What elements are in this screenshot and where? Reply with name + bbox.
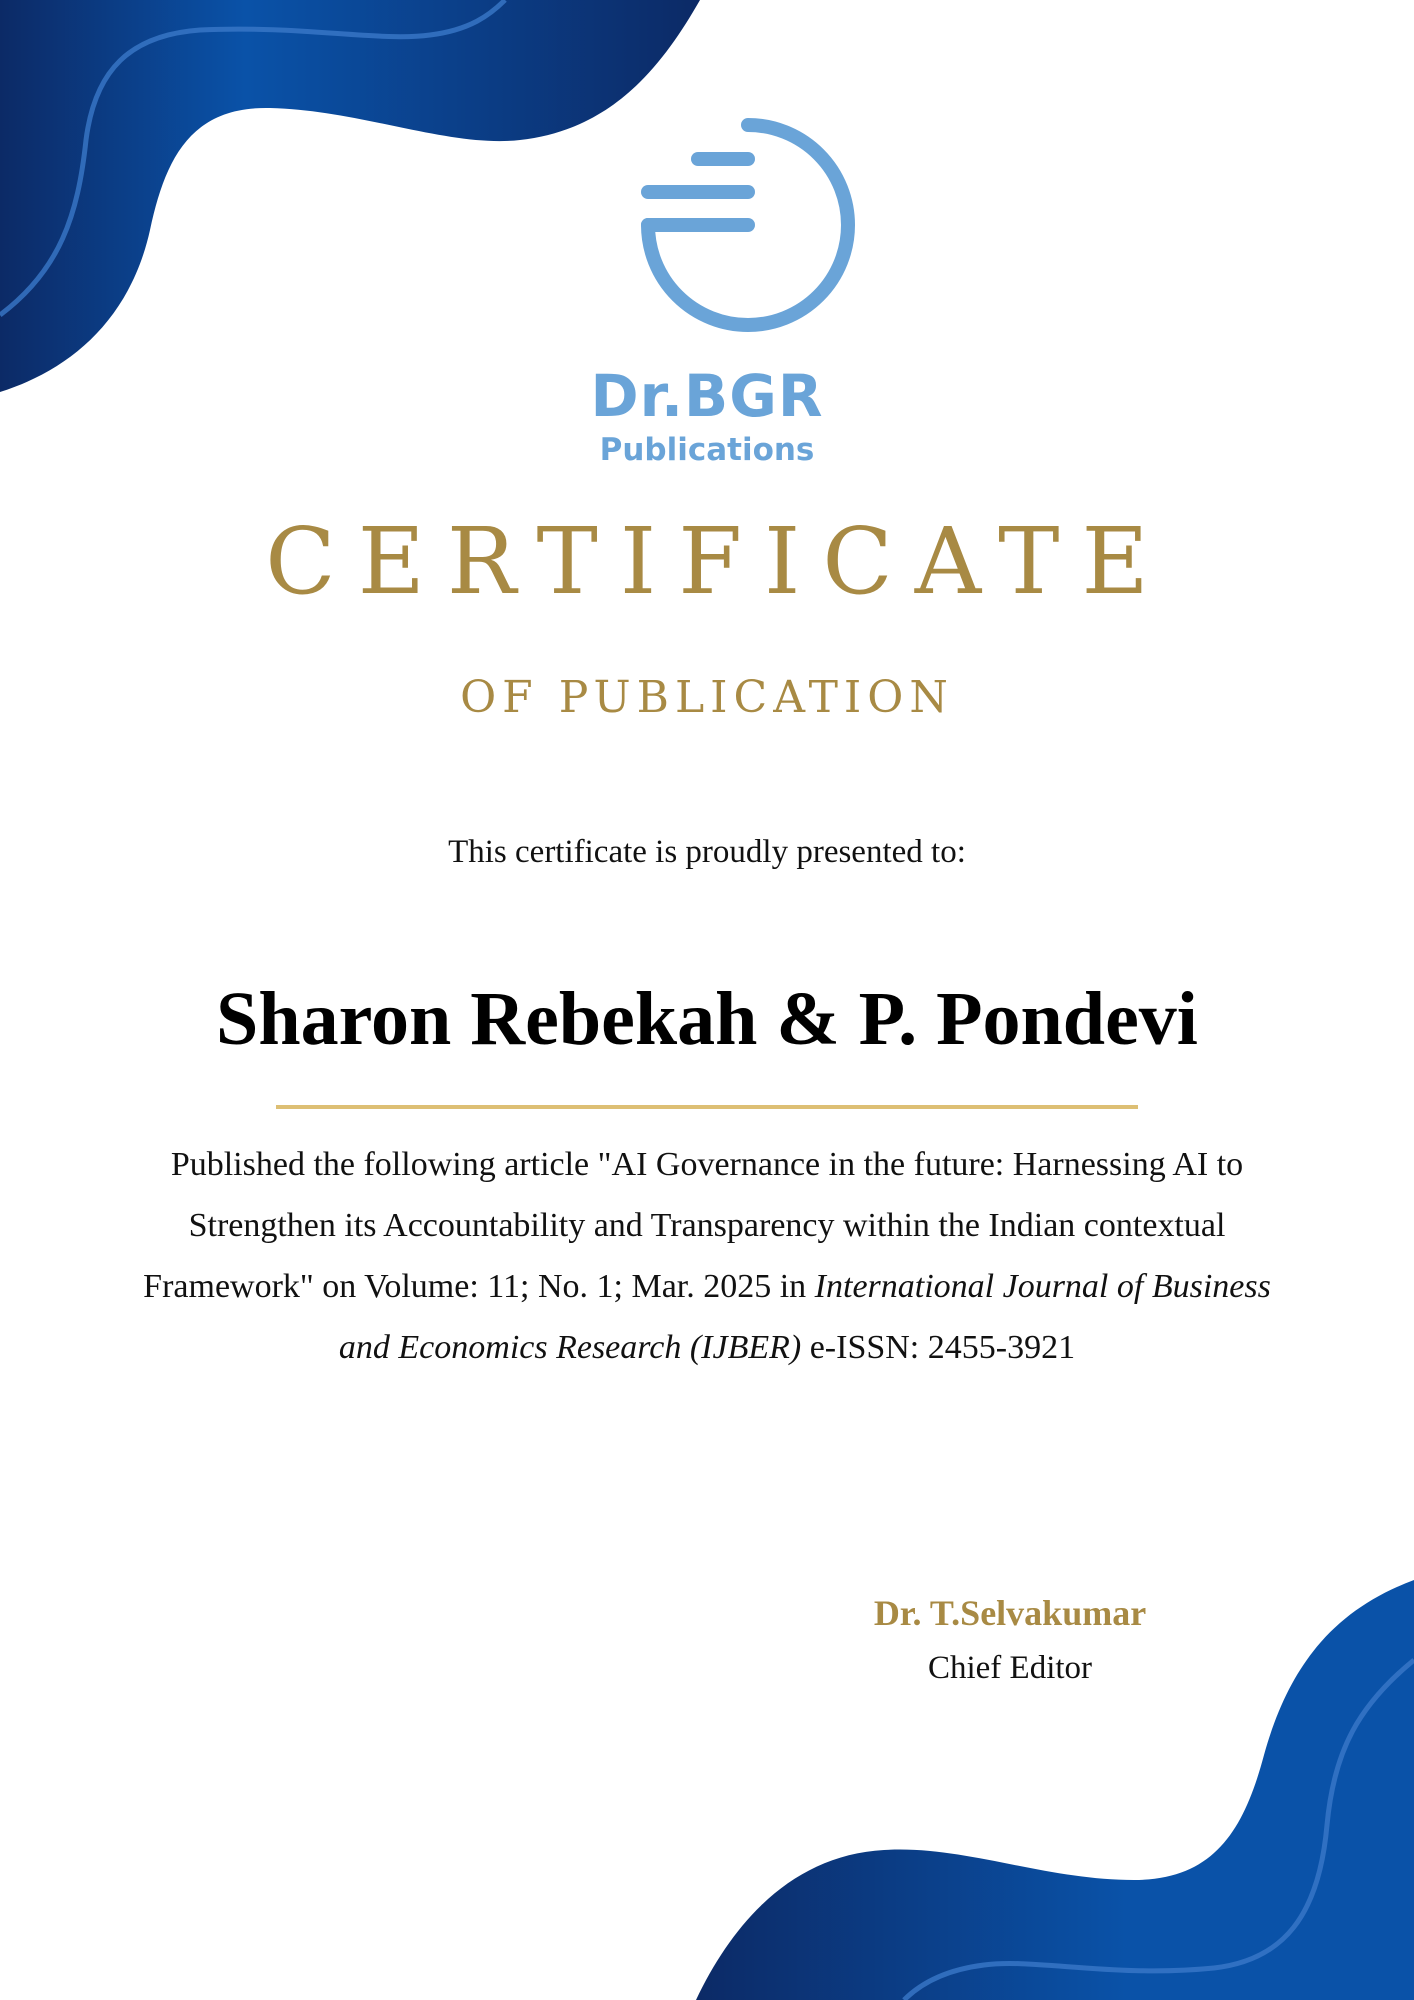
logo-brand-name: Dr.BGR <box>590 362 824 430</box>
signatory-name: Dr. T.Selvakumar <box>873 1593 1147 1633</box>
journal-issn: e-ISSN: 2455-3921 <box>801 1329 1076 1366</box>
certificate-subtitle: OF PUBLICATION <box>460 672 954 723</box>
presentation-intro: This certificate is proudly presented to: <box>448 834 966 870</box>
bottom-right-wave-shape <box>696 1580 1414 2000</box>
bottom-right-wave-decoration <box>694 1580 1414 2000</box>
top-left-wave-decoration <box>0 0 720 400</box>
top-left-wave-shape <box>0 0 700 392</box>
journal-name: International Journal of Business and Economics Research (IJBER) <box>338 1268 1271 1366</box>
logo-mark-strokes <box>648 125 848 325</box>
logo-subtitle: Publications <box>599 432 815 468</box>
recipient-underline-divider <box>276 1105 1138 1109</box>
certificate-title: CERTIFICATE <box>265 508 1171 615</box>
publication-description <box>120 1134 1294 1378</box>
dr-bgr-logo-mark-icon <box>638 116 858 336</box>
signatory-role: Chief Editor <box>927 1650 1093 1686</box>
recipient-name: Sharon Rebekah & P. Pondevi <box>216 977 1198 1061</box>
publication-article-details: Published the following article "AI Governance in the future: Harnessing AI to Strengthen its Accountability and Transparency within the Indian contextual Framework" on Volume: 11; No. 1; Mar. 2025 in <box>143 1146 1244 1305</box>
